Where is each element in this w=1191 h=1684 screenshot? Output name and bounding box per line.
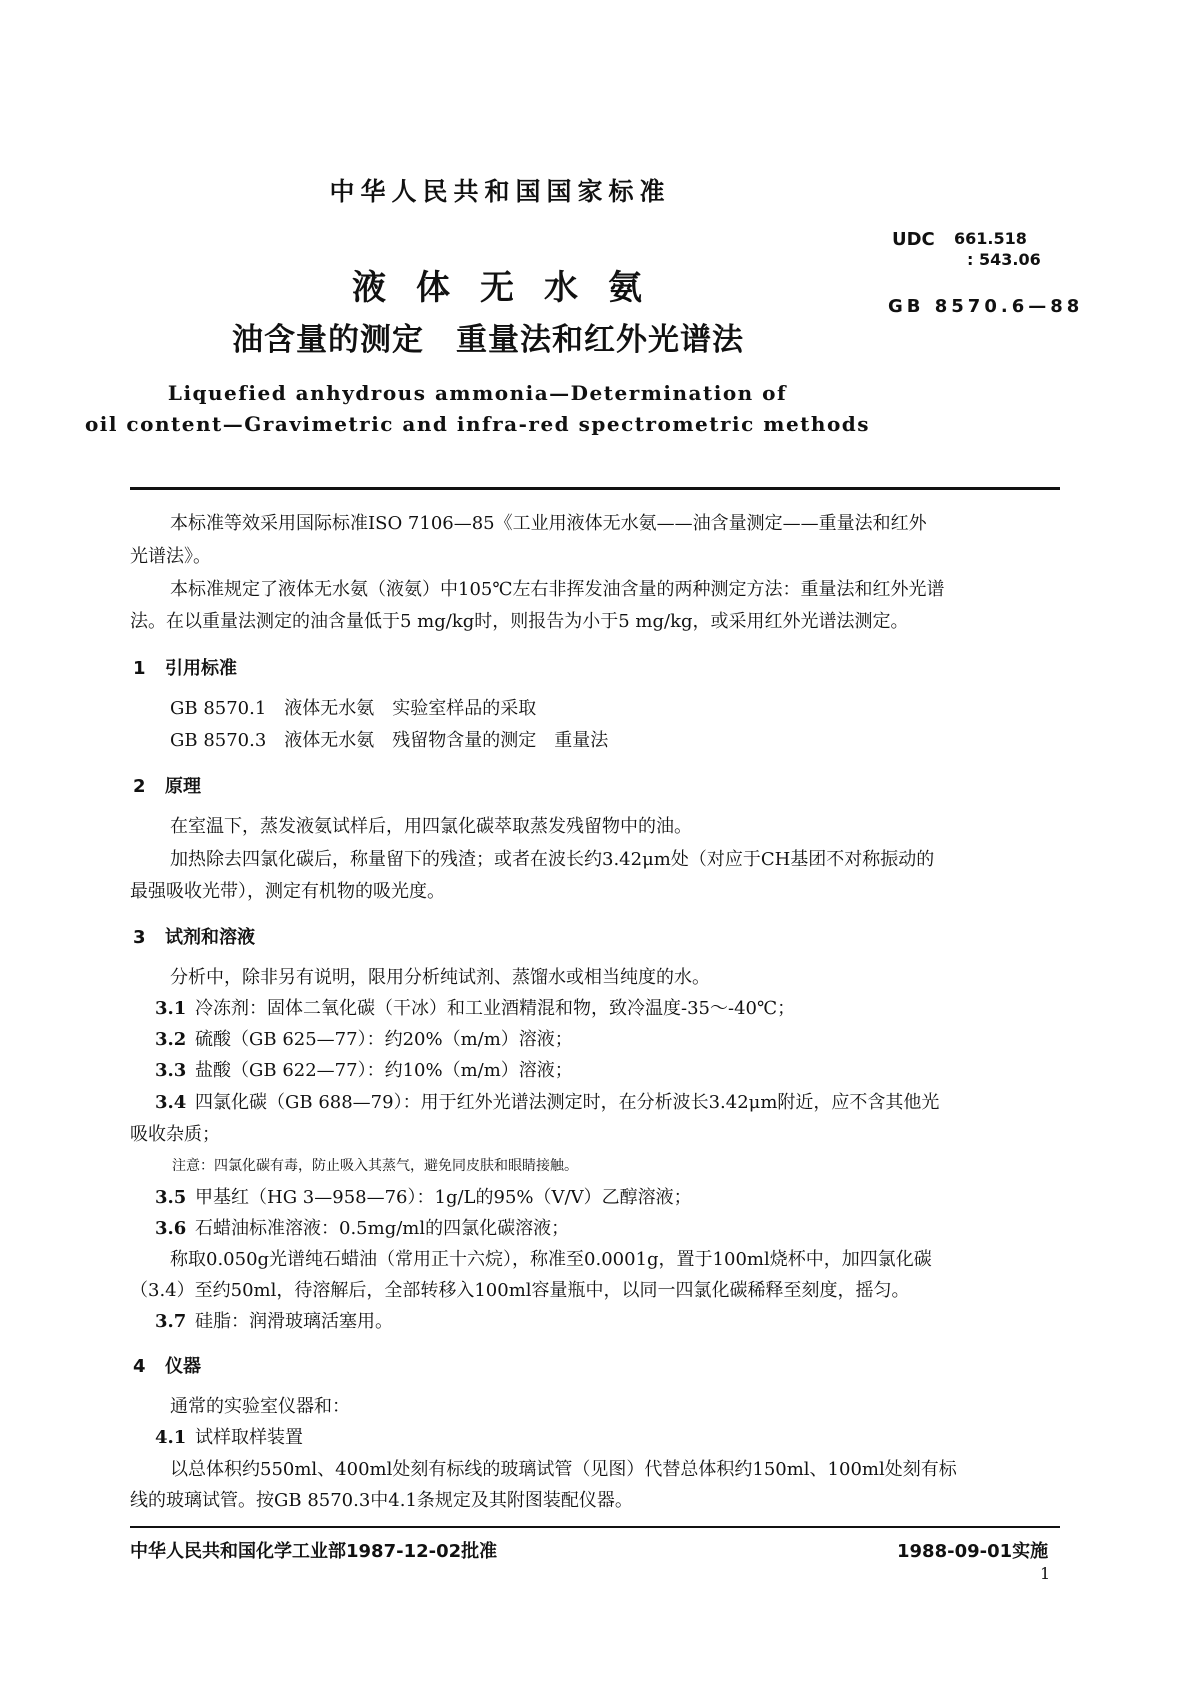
item-number: 3.6	[155, 1218, 187, 1239]
intro-p2-line2: 法。在以重量法测定的油含量低于5 mg/kg时，则报告为小于5 mg/kg，或采用红外光谱法测定。	[130, 611, 909, 632]
reagent-3-4	[155, 1089, 939, 1117]
section4-intro: 通常的实验室仪器和：	[170, 1396, 350, 1417]
item-text: 石蜡油标准溶液：0.5mg/ml的四氯化碳溶液；	[195, 1218, 570, 1239]
intro-p2-line1: 本标准规定了液体无水氨（液氨）中105℃左右非挥发油含量的两种测定方法：重量法和红外光谱	[170, 579, 945, 600]
item-text: 硅脂：润滑玻璃活塞用。	[195, 1311, 393, 1332]
item-number: 3.3	[155, 1060, 187, 1081]
section3-title: 试剂和溶液	[165, 927, 255, 948]
item-text: 硫酸（GB 625—77）：约20%（m/m）溶液；	[195, 1029, 573, 1050]
udc-code-line1: 661.518	[954, 229, 1027, 248]
section2-p2-line1: 加热除去四氯化碳后，称量留下的残渣；或者在波长约3.42μm处（对应于CH基团不对称振动的	[170, 849, 935, 870]
safety-note: 注意：四氯化碳有毒，防止吸入其蒸气，避免同皮肤和眼睛接触。	[172, 1158, 578, 1174]
udc-label: UDC	[892, 229, 935, 250]
section4-number: 4	[133, 1356, 146, 1377]
standard-type: 中华人民共和国国家标准	[329, 177, 671, 206]
section2-p1: 在室温下，蒸发液氨试样后，用四氯化碳萃取蒸发残留物中的油。	[170, 816, 692, 837]
approval-line: 中华人民共和国化学工业部1987-12-02批准	[130, 1541, 498, 1562]
page-number: 1	[1040, 1564, 1051, 1583]
section1-title: 引用标准	[165, 658, 237, 679]
item-number: 3.7	[155, 1311, 187, 1332]
section1-ref1: GB 8570.1 液体无水氨 实验室样品的采取	[170, 698, 537, 719]
section1-number: 1	[133, 658, 146, 679]
item-number: 3.1	[155, 998, 187, 1019]
section4-p-line1: 以总体积约550ml、400ml处刻有标线的玻璃试管（见图）代替总体积约150ml、100ml处刻有标	[170, 1459, 957, 1480]
item-text: 试样取样装置	[195, 1427, 303, 1448]
footer-divider	[130, 1526, 1060, 1528]
intro-p1-line1: 本标准等效采用国际标准ISO 7106—85《工业用液体无水氨——油含量测定——重量法和红外	[170, 513, 927, 534]
item-number: 4.1	[155, 1427, 187, 1448]
udc-code-line2: : 543.06	[967, 250, 1041, 269]
item-number: 3.5	[155, 1187, 187, 1208]
gb-code: GB 8570.6—88	[888, 296, 1084, 317]
section3-intro: 分析中，除非另有说明，限用分析纯试剂、蒸馏水或相当纯度的水。	[170, 967, 710, 988]
reagent-3-2	[155, 1026, 573, 1054]
item-number: 3.4	[155, 1092, 187, 1113]
reagent-3-4-cont: 吸收杂质；	[130, 1124, 220, 1145]
effective-date: 1988-09-01实施	[897, 1541, 1049, 1562]
item-text: 冷冻剂：固体二氧化碳（干冰）和工业酒精混和物，致冷温度-35～-40℃；	[195, 998, 796, 1019]
title-en-line2: oil content—Gravimetric and infra-red spectrometric methods	[84, 412, 871, 436]
reagent-3-6-line1: 称取0.050g光谱纯石蜡油（常用正十六烷），称准至0.0001g，置于100ml烧杯中，加四氯化碳	[170, 1249, 932, 1270]
apparatus-4-1	[155, 1424, 303, 1452]
item-text: 甲基红（HG 3—958—76）：1g/L的95%（V/V）乙醇溶液；	[195, 1187, 692, 1208]
section2-p2-line2: 最强吸收光带），测定有机物的吸光度。	[130, 881, 445, 902]
item-text: 四氯化碳（GB 688—79）：用于红外光谱法测定时，在分析波长3.42μm附近，应不含其他光	[195, 1092, 940, 1113]
section4-p-line2: 线的玻璃试管。按GB 8570.3中4.1条规定及其附图装配仪器。	[130, 1490, 633, 1511]
reagent-3-7	[155, 1308, 393, 1336]
reagent-3-6	[155, 1215, 569, 1243]
section3-heading	[133, 923, 255, 949]
section1-ref2: GB 8570.3 液体无水氨 残留物含量的测定 重量法	[170, 730, 609, 751]
header-divider	[130, 487, 1060, 490]
item-number: 3.2	[155, 1029, 187, 1050]
title-en-line1: Liquefied anhydrous ammonia—Determination of	[167, 381, 788, 405]
section1-heading	[133, 654, 237, 680]
section2-heading	[133, 772, 201, 798]
title-cn-line2: 油含量的测定 重量法和红外光谱法	[232, 322, 744, 358]
section3-number: 3	[133, 927, 146, 948]
section4-heading	[133, 1352, 201, 1378]
reagent-3-6-line2: （3.4）至约50ml，待溶解后，全部转移入100ml容量瓶中，以同一四氯化碳稀释至刻度，摇匀。	[130, 1280, 910, 1301]
section4-title: 仪器	[165, 1356, 201, 1377]
title-cn-line1: 液体无水氨	[352, 268, 672, 308]
intro-p1-line2: 光谱法》。	[130, 546, 211, 567]
section2-title: 原理	[165, 776, 201, 797]
reagent-3-1	[155, 995, 795, 1023]
item-text: 盐酸（GB 622—77）：约10%（m/m）溶液；	[195, 1060, 573, 1081]
reagent-3-5	[155, 1184, 692, 1212]
reagent-3-3	[155, 1057, 573, 1085]
section2-number: 2	[133, 776, 146, 797]
